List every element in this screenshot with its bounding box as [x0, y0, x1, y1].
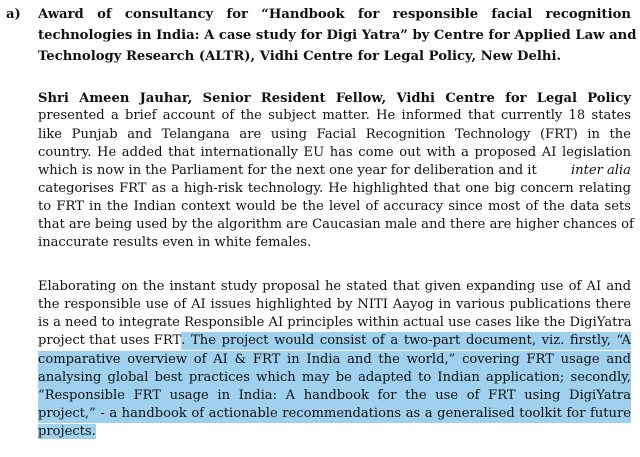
para1-line-5: categorises FRT as a high-risk technology. He highlighted that one big concern relating: [38, 181, 631, 196]
para2-line-1: Elaborating on the instant study proposal he stated that given expanding use of AI and: [38, 279, 631, 294]
section-heading-line-1: Award of consultancy for “Handbook for responsible facial recognition: [38, 7, 631, 22]
highlighted-line-1: comparative overview of AI & FRT in India and the world,” covering FRT usage and: [38, 352, 631, 367]
para1-line-1: presented a brief account of the subject matter. He informed that currently 18 states: [38, 108, 631, 123]
para1-line-6: to FRT in the Indian context would be the level of accuracy since most of the data sets: [38, 199, 631, 214]
para1-line-8: inaccurate results even in white females.: [38, 235, 312, 250]
highlighted-line-3: “Responsible FRT usage in India: A handbook for the use of FRT using DigiYatra: [38, 388, 631, 403]
inter-alia-term: inter alia: [570, 163, 631, 178]
para1-line-3: country. He added that internationally EU has come out with a proposed AI legislation: [38, 145, 631, 160]
highlighted-line-2: analysing global best practices which may be adapted to Indian application; secondly,: [38, 370, 631, 385]
para2-line-4-plain: project that uses FRT: [38, 333, 182, 348]
para2-line-4-highlight: . The project would consist of a two-part document, viz. firstly, “A: [181, 333, 631, 348]
speaker-name: Shri Ameen Jauhar, Senior Resident Fellow, Vidhi Centre for Legal Policy: [38, 91, 631, 106]
section-label: a): [6, 7, 21, 22]
highlighted-line-5-text: projects.: [38, 424, 96, 439]
section-heading-line-3: Technology Research (ALTR), Vidhi Centre for Legal Policy, New Delhi.: [38, 49, 562, 64]
para2-line-2: the responsible use of AI issues highlighted by NITI Aayog in various publications there: [38, 297, 631, 312]
para1-line-7: that are being used by the algorithm are Caucasian male and there are higher chances of: [38, 217, 634, 232]
para1-line-4-text: which is now in the Parliament for the next one year for deliberation and it: [38, 163, 537, 178]
highlighted-line-5: [38, 423, 96, 441]
para1-line-4: [38, 162, 631, 180]
para2-line-3: is a need to integrate Responsible AI principles within actual use cases like the DigiYatra: [38, 315, 632, 330]
para1-line-2: like Punjab and Telangana are using Facial Recognition Technology (FRT) in the: [38, 127, 631, 142]
section-heading-line-2: technologies in India: A case study for Digi Yatra” by Centre for Applied Law and: [38, 28, 637, 43]
para2-line-4: [38, 332, 631, 350]
highlighted-line-4: project,” - a handbook of actionable recommendations as a generalised toolkit for future: [38, 406, 631, 421]
